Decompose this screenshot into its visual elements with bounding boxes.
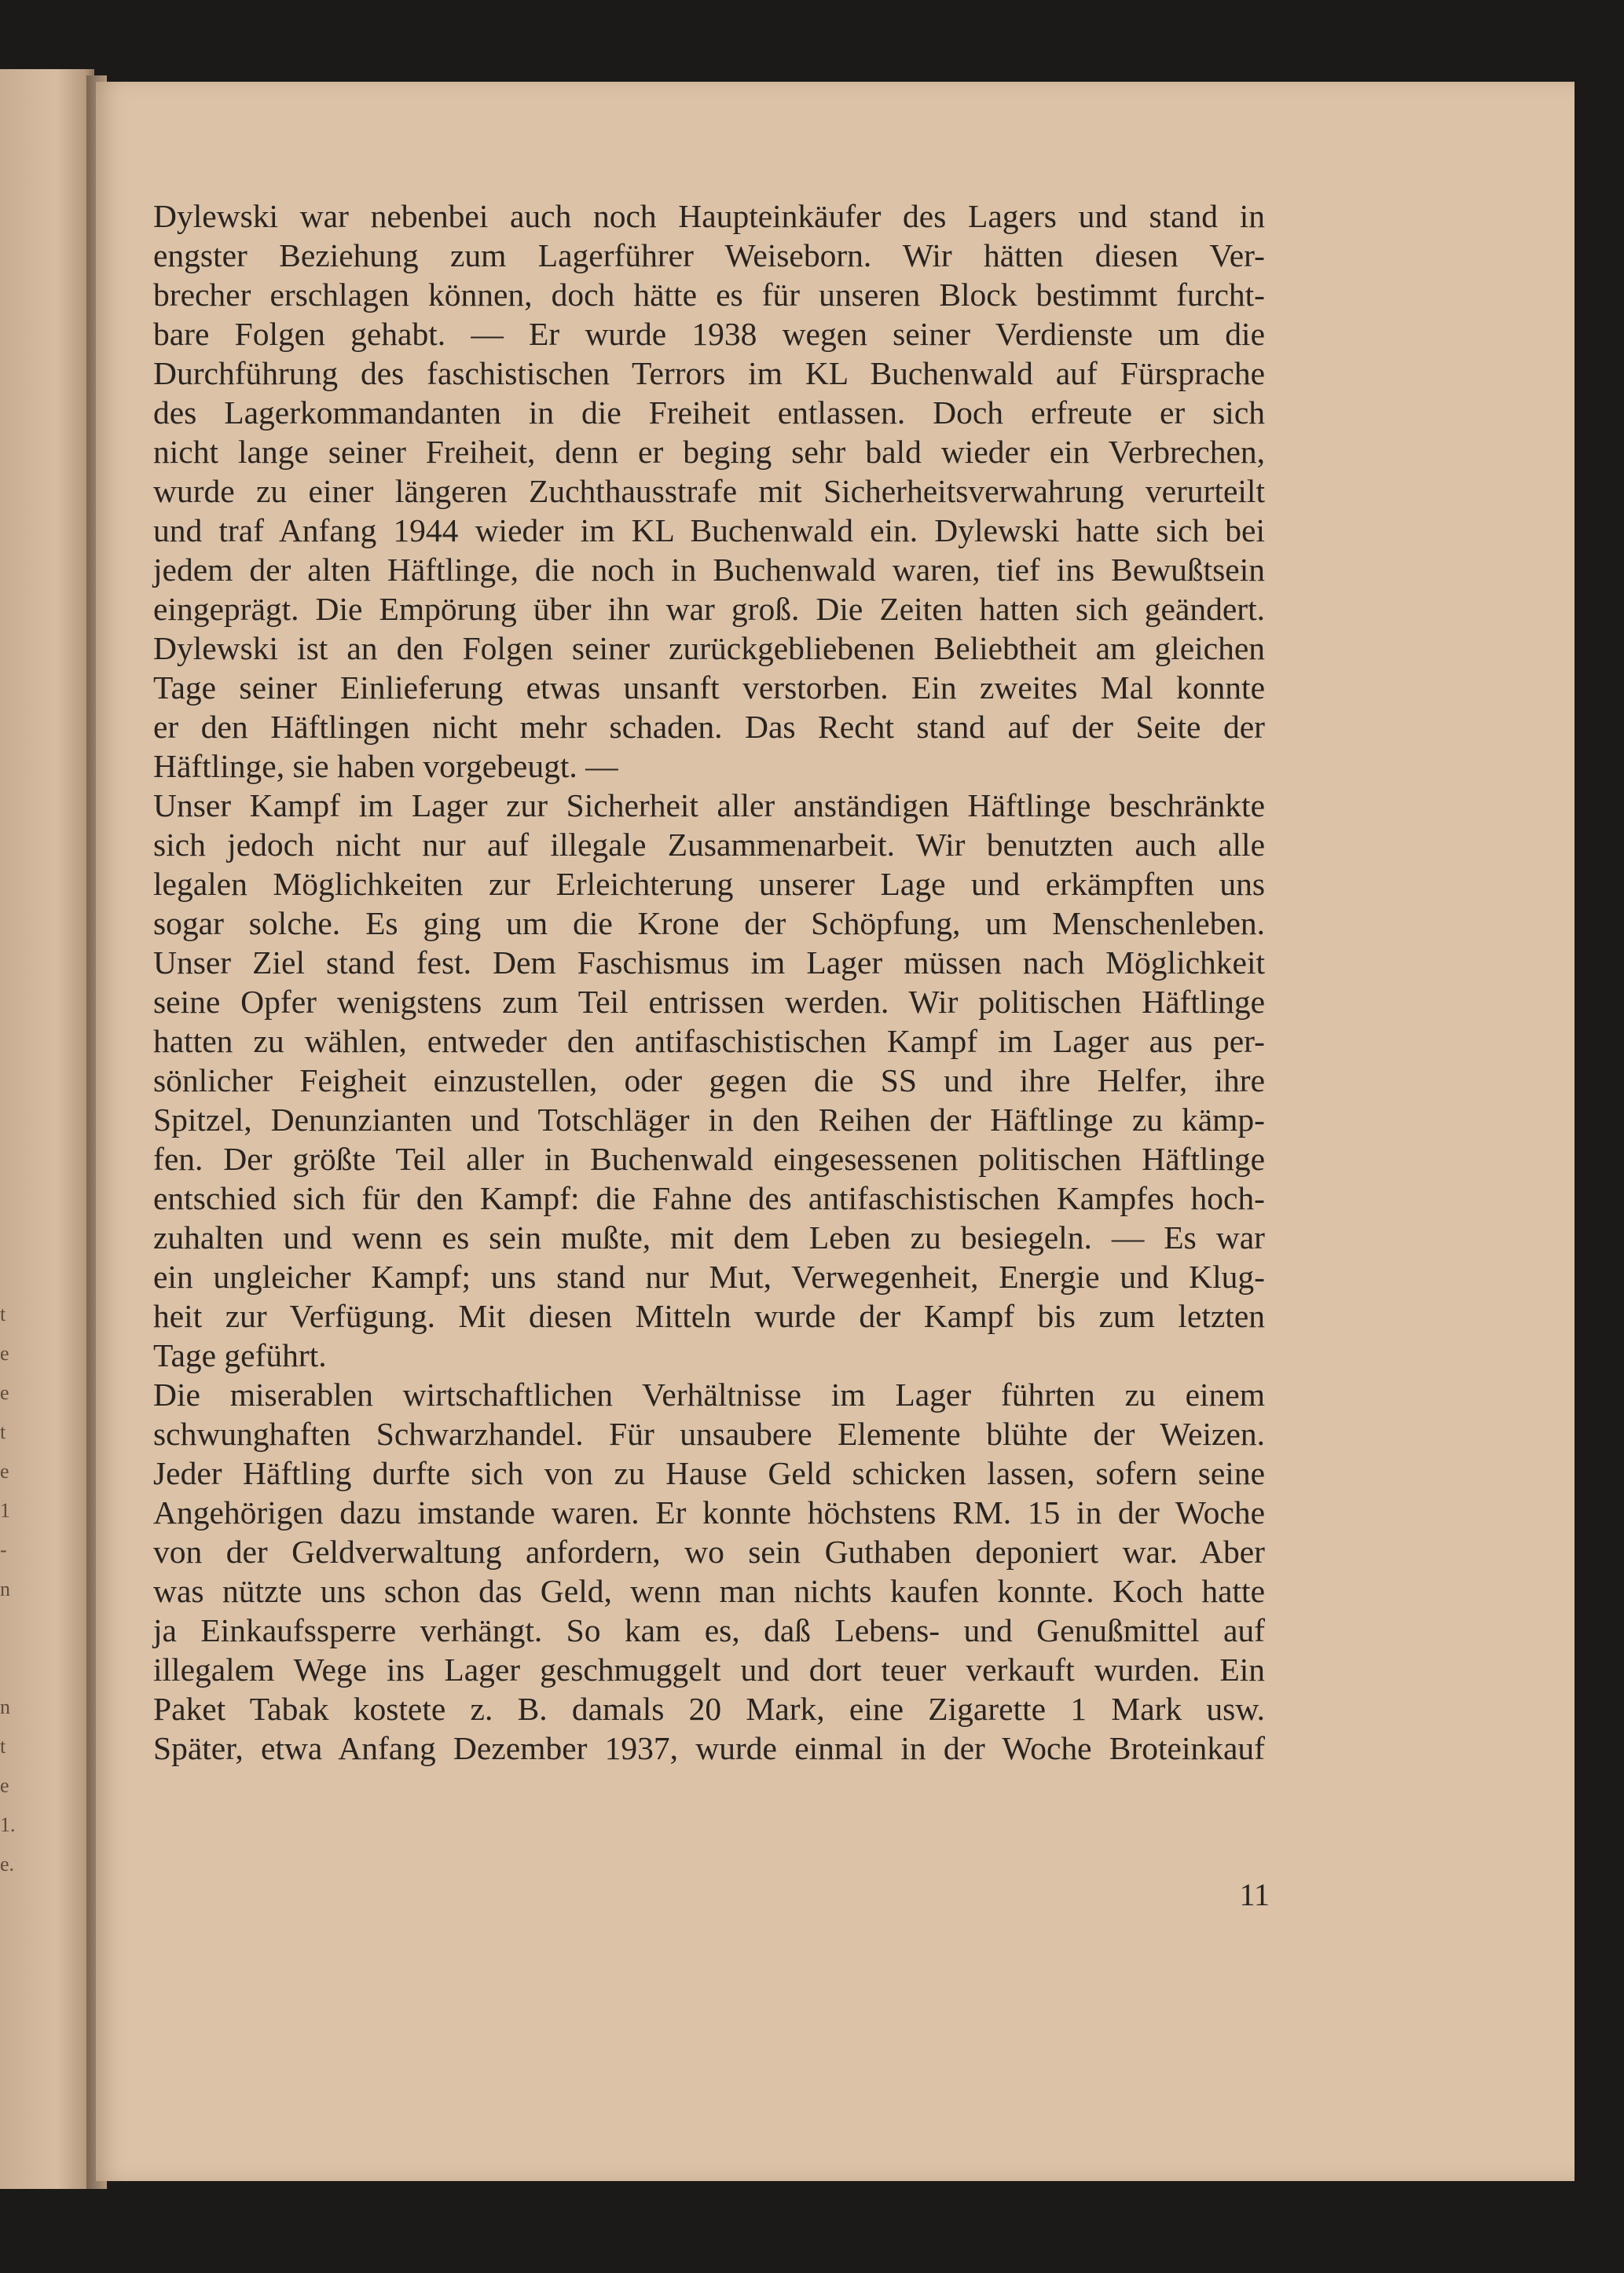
text-line: Spitzel, Denunzianten und Totschläger in den Reihen der Häftlinge zu kämp- [153,1102,1265,1138]
text-line: Häftlinge, sie haben vorgebeugt. — [153,748,618,784]
page-number: 11 [1239,1877,1270,1912]
text-line: zuhalten und wenn es sein mußte, mit dem Leben zu besiegeln. — Es war [153,1219,1265,1256]
text-line: hatten zu wählen, entweder den antifaschistischen Kampf im Lager aus per- [153,1023,1265,1059]
left-page-fragment: e [0,1342,9,1365]
text-line: des Lagerkommandanten in die Freiheit entlassen. Doch erfreute er sich [153,394,1265,431]
text-line: entschied sich für den Kampf: die Fahne des antifaschistischen Kampfes hoch- [153,1180,1265,1216]
text-line: Die miserablen wirtschaftlichen Verhältnisse im Lager führten zu einem [153,1377,1265,1413]
left-page-fragment: 1 [0,1499,10,1522]
text-line: Durchführung des faschistischen Terrors im KL Buchenwald auf Fürsprache [153,355,1265,391]
left-page-fragment: e. [0,1853,15,1875]
text-line: eingeprägt. Die Empörung über ihn war groß. Die Zeiten hatten sich geändert. [153,591,1265,627]
text-line: fen. Der größte Teil aller in Buchenwald eingesessenen politischen Häftlinge [153,1141,1265,1177]
text-line: von der Geldverwaltung anfordern, wo sein Guthaben deponiert war. Aber [153,1534,1265,1570]
left-page-fragment: t [0,1303,6,1325]
text-line: brecher erschlagen können, doch hätte es für unseren Block bestimmt furcht- [153,277,1265,313]
text-line: legalen Möglichkeiten zur Erleichterung unserer Lage und erkämpften uns [153,866,1265,902]
text-line: jedem der alten Häftlinge, die noch in Buchenwald waren, tief ins Bewußtsein [153,552,1265,588]
text-line: Angehörigen dazu imstande waren. Er konnte höchstens RM. 15 in der Woche [153,1494,1265,1531]
text-line: ein ungleicher Kampf; uns stand nur Mut, Verwegenheit, Energie und Klug- [153,1259,1265,1295]
left-page-fragment: t [0,1735,6,1758]
left-page-fragment: e [0,1460,9,1483]
text-line: Tage seiner Einlieferung etwas unsanft verstorben. Ein zweites Mal konnte [153,669,1265,706]
left-page-fragment: n [0,1578,10,1600]
text-line: nicht lange seiner Freiheit, denn er beging sehr bald wieder ein Verbrechen, [153,434,1265,470]
text-line: Unser Ziel stand fest. Dem Faschismus im Lager müssen nach Möglichkeit [153,944,1265,981]
text-line: Dylewski ist an den Folgen seiner zurückgebliebenen Beliebtheit am gleichen [153,630,1265,666]
text-line: Unser Kampf im Lager zur Sicherheit aller anständigen Häftlinge beschränkte [153,787,1265,823]
text-line: Später, etwa Anfang Dezember 1937, wurde einmal in der Woche Broteinkauf [153,1730,1265,1766]
left-page-fragment: e [0,1774,9,1797]
text-line: er den Häftlingen nicht mehr schaden. Das Recht stand auf der Seite der [153,709,1265,745]
left-page-fragment: 1. [0,1813,16,1836]
text-line: Tage geführt. [153,1337,327,1373]
text-line: seine Opfer wenigstens zum Teil entrissen werden. Wir politischen Häftlinge [153,984,1265,1020]
text-line: engster Beziehung zum Lagerführer Weiseborn. Wir hätten diesen Ver- [153,237,1265,273]
text-line: sogar solche. Es ging um die Krone der Schöpfung, um Menschenleben. [153,905,1265,941]
text-line: ja Einkaufssperre verhängt. So kam es, daß Lebens- und Genußmittel auf [153,1612,1265,1648]
text-line: sich jedoch nicht nur auf illegale Zusammenarbeit. Wir benutzten auch alle [153,827,1265,863]
left-page-fragment: - [0,1538,7,1561]
text-line: heit zur Verfügung. Mit diesen Mitteln wurde der Kampf bis zum letzten [153,1298,1265,1334]
text-line: und traf Anfang 1944 wieder im KL Buchenwald ein. Dylewski hatte sich bei [153,512,1265,548]
left-page-fragment: n [0,1696,10,1718]
text-line: Paket Tabak kostete z. B. damals 20 Mark, eine Zigarette 1 Mark usw. [153,1691,1265,1727]
text-line: wurde zu einer längeren Zuchthausstrafe mit Sicherheitsverwahrung verurteilt [153,473,1265,509]
text-line: sönlicher Feigheit einzustellen, oder gegen die SS und ihre Helfer, ihre [153,1062,1265,1098]
text-line: Jeder Häftling durfte sich von zu Hause Geld schicken lassen, sofern seine [153,1455,1265,1491]
text-line: Dylewski war nebenbei auch noch Haupteinkäufer des Lagers und stand in [153,198,1265,234]
previous-page-edge [0,69,94,2189]
left-page-fragment: e [0,1381,9,1404]
text-line: bare Folgen gehabt. — Er wurde 1938 wegen seiner Verdienste um die [153,316,1265,352]
text-line: illegalem Wege ins Lager geschmuggelt und dort teuer verkauft wurden. Ein [153,1652,1265,1688]
text-line: was nützte uns schon das Geld, wenn man nichts kaufen konnte. Koch hatte [153,1573,1265,1609]
body-text [153,196,1265,1768]
left-page-fragment: t [0,1421,6,1443]
text-line: schwunghaften Schwarzhandel. Für unsaubere Elemente blühte der Weizen. [153,1416,1265,1452]
